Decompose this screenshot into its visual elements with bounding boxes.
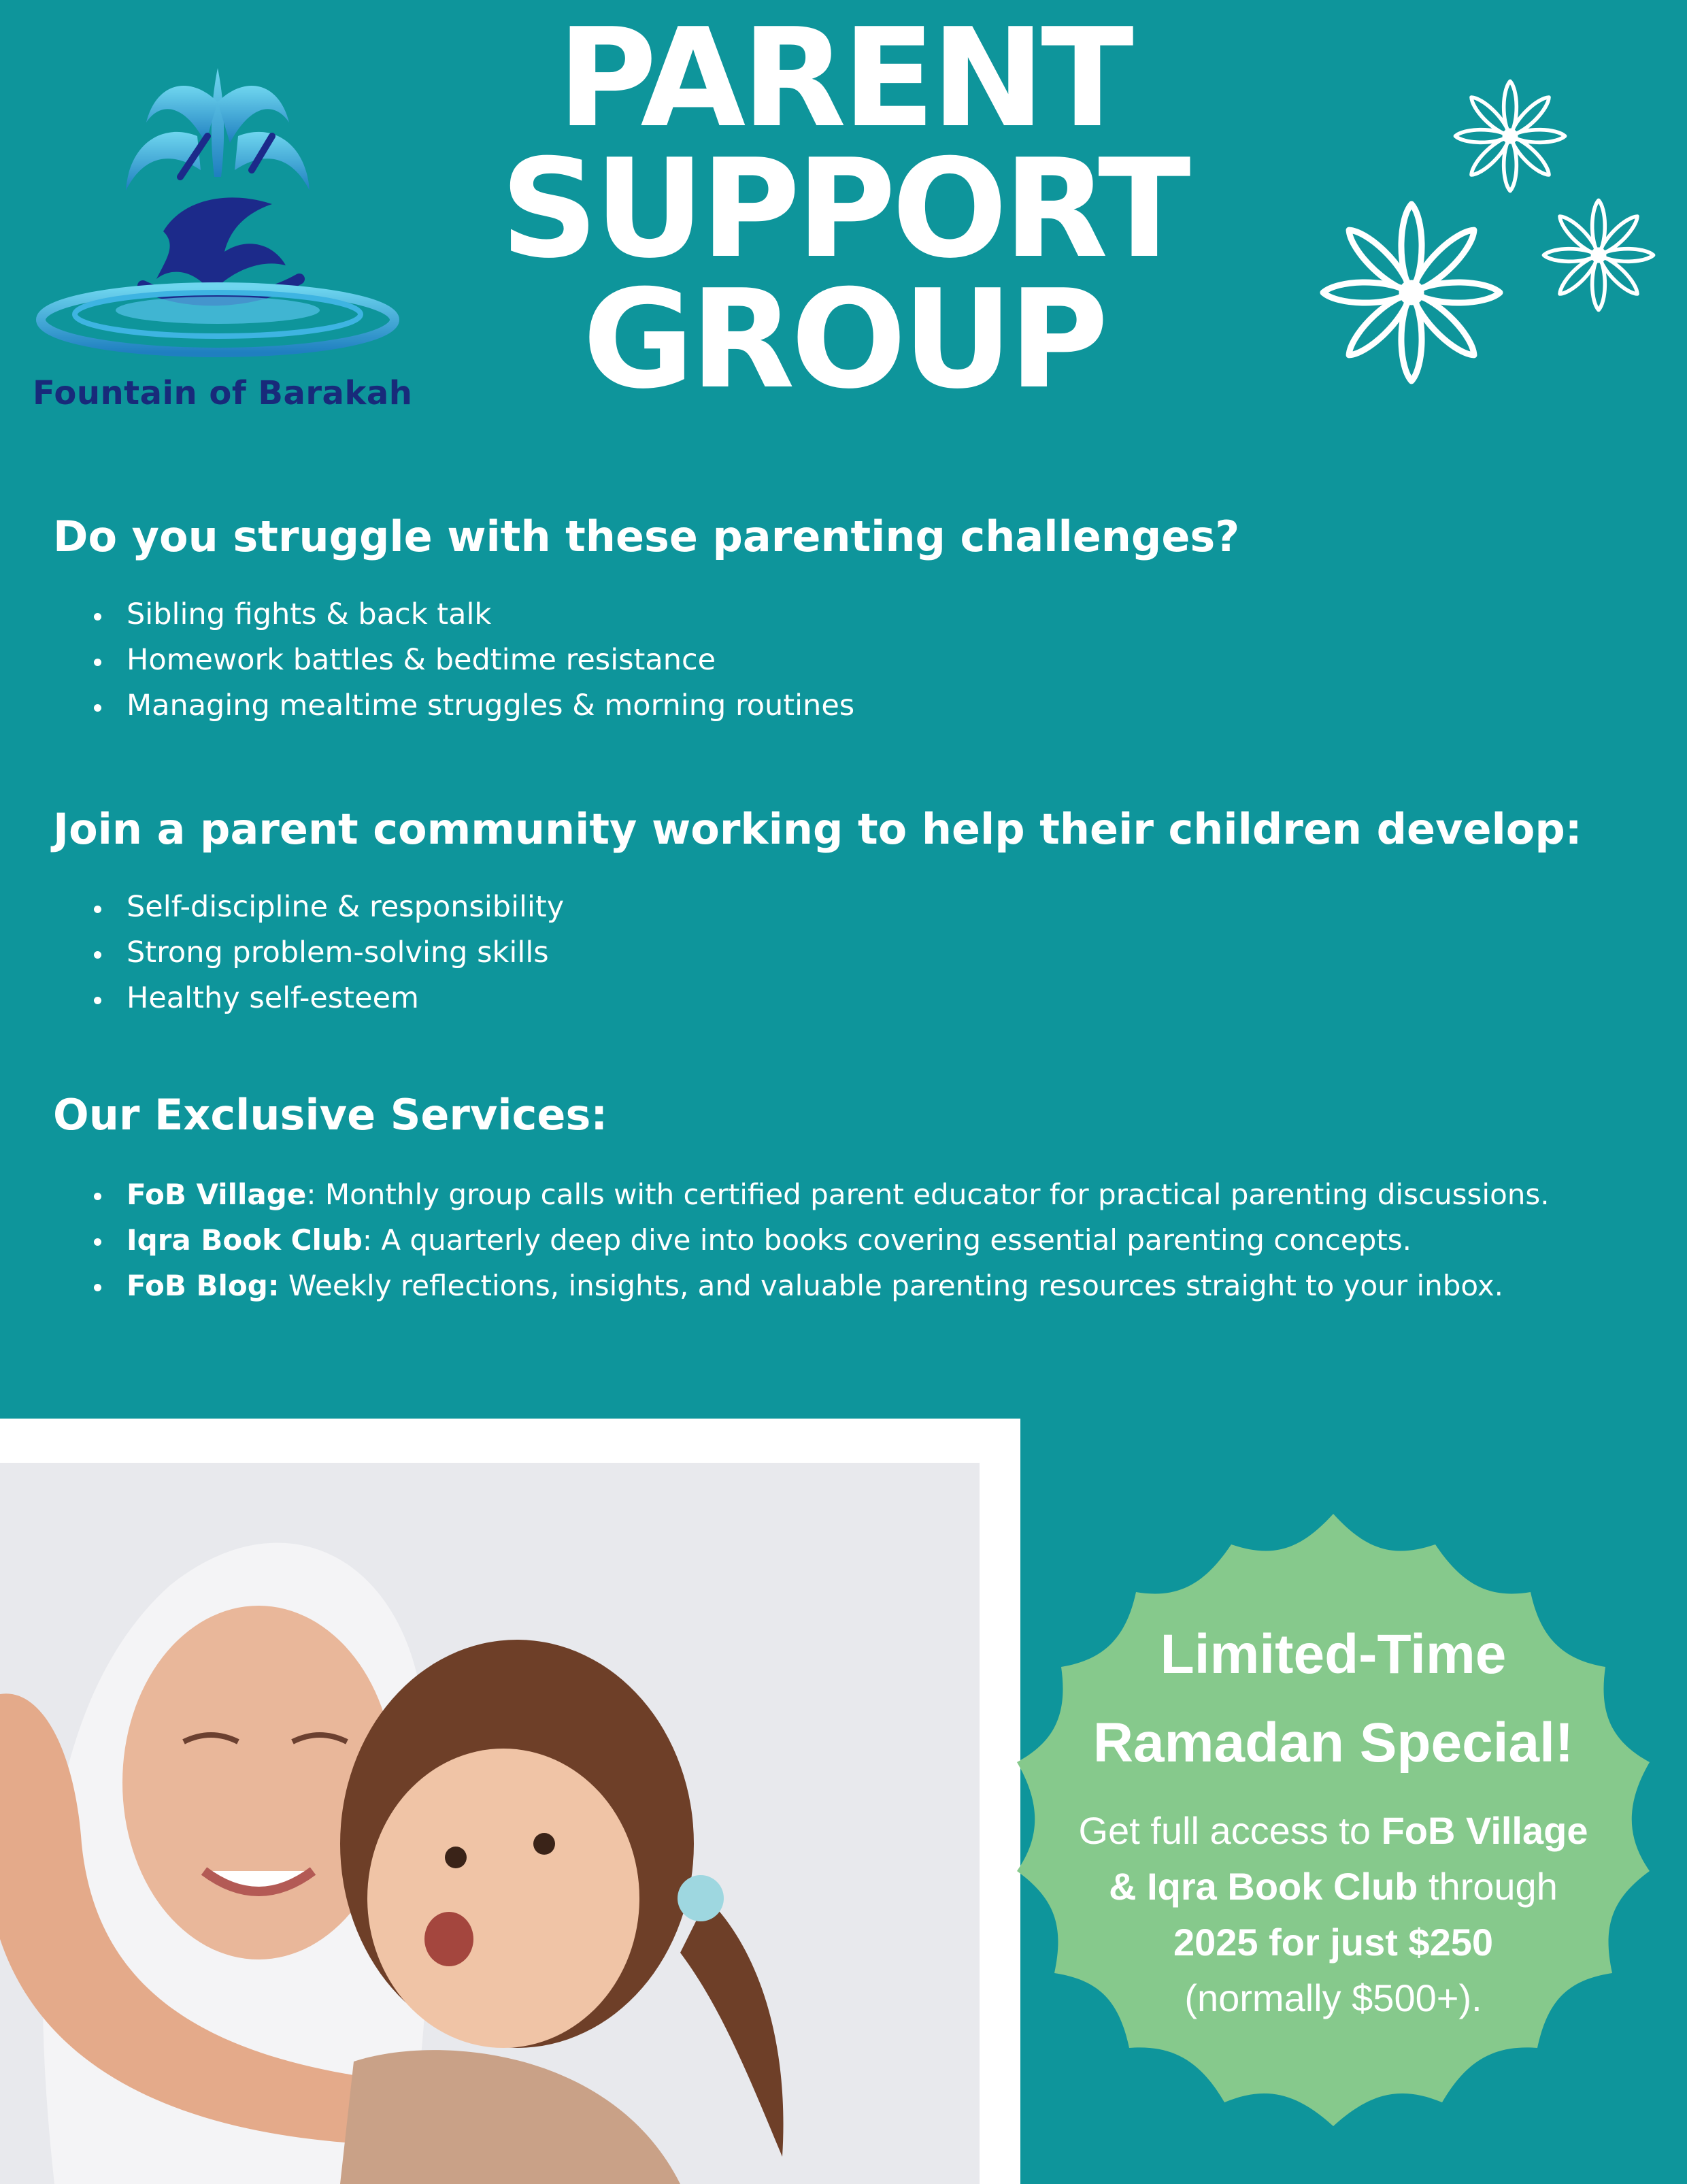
list-item-text: Self-discipline & responsibility: [127, 890, 565, 924]
badge-text: Get full access to: [1078, 1809, 1382, 1852]
challenges-heading: Do you struggle with these parenting challenges?: [53, 512, 1240, 561]
list-item-text: Strong problem-solving skills: [127, 936, 549, 970]
list-item: [88, 976, 564, 1021]
list-item-text: Healthy self-esteem: [127, 981, 419, 1015]
title-line-2: SUPPORT: [500, 130, 1187, 288]
service-item: [88, 1172, 1550, 1217]
service-description: A quarterly deep dive into books covering essential parenting concepts.: [371, 1223, 1412, 1257]
bullet-icon: [94, 613, 101, 621]
badge-price: 2025 for just $250: [1173, 1921, 1494, 1964]
mother-child-photo: [0, 1463, 980, 2184]
service-description: Monthly group calls with certified parent educator for practical parenting discussions.: [316, 1178, 1550, 1211]
bullet-icon: [94, 1284, 101, 1291]
community-heading: Join a parent community working to help their children develop:: [53, 804, 1582, 854]
title-line-1: PARENT: [557, 0, 1130, 158]
badge-line-2: [1014, 1864, 1653, 1908]
services-list: [88, 1172, 1550, 1308]
title-line-3: GROUP: [582, 261, 1105, 419]
badge-text-bold: FoB Village: [1381, 1809, 1588, 1852]
badge-title-line-1: Limited-Time: [1160, 1623, 1507, 1685]
challenges-list: [88, 592, 854, 729]
bullet-icon: [94, 1193, 101, 1200]
flower-icon: [1279, 68, 1673, 422]
service-description: Weekly reflections, insights, and valuable parenting resources straight to your inbox.: [279, 1269, 1504, 1302]
badge-title-line-2: Ramadan Special!: [1092, 1712, 1574, 1774]
ramadan-special-badge: [1014, 1510, 1653, 2184]
bullet-icon: [94, 951, 101, 959]
list-item-text: Managing mealtime struggles & morning routines: [127, 689, 855, 723]
service-name: Iqra Book Club: [127, 1223, 363, 1257]
badge-line-4: (normally $500+).: [1184, 1976, 1482, 2019]
list-item: [88, 638, 854, 683]
list-item-text: Sibling fights & back talk: [127, 597, 492, 631]
badge-text: through: [1418, 1865, 1558, 1908]
list-item: [88, 592, 854, 638]
list-item: [88, 930, 564, 976]
list-item: [88, 683, 854, 729]
flower-small-top: [1455, 81, 1565, 191]
service-item: [88, 1217, 1550, 1263]
brand-logo: [27, 61, 413, 429]
list-item: [88, 884, 564, 930]
page-title: [435, 0, 1252, 419]
bullet-icon: [94, 1238, 101, 1246]
flower-small-right: [1543, 200, 1653, 310]
logo-caption: Fountain of Barakah: [33, 374, 413, 412]
bullet-icon: [94, 997, 101, 1004]
fountain-logo-icon: [27, 61, 408, 374]
bullet-icon: [94, 906, 101, 913]
service-name: FoB Village: [127, 1178, 307, 1211]
flower-large: [1323, 204, 1500, 381]
badge-line-1: [1014, 1808, 1653, 1853]
list-item-text: Homework battles & bedtime resistance: [127, 643, 716, 677]
service-item: [88, 1263, 1550, 1308]
service-separator: :: [362, 1223, 372, 1257]
service-separator: :: [306, 1178, 316, 1211]
community-list: [88, 884, 564, 1021]
services-heading: Our Exclusive Services:: [53, 1090, 608, 1140]
bullet-icon: [94, 704, 101, 712]
badge-line-3: [1014, 1920, 1653, 1964]
photo-illustration: [0, 1463, 980, 2184]
service-name: FoB Blog:: [127, 1269, 280, 1302]
badge-text-bold: & Iqra Book Club: [1109, 1865, 1418, 1908]
bullet-icon: [94, 659, 101, 666]
